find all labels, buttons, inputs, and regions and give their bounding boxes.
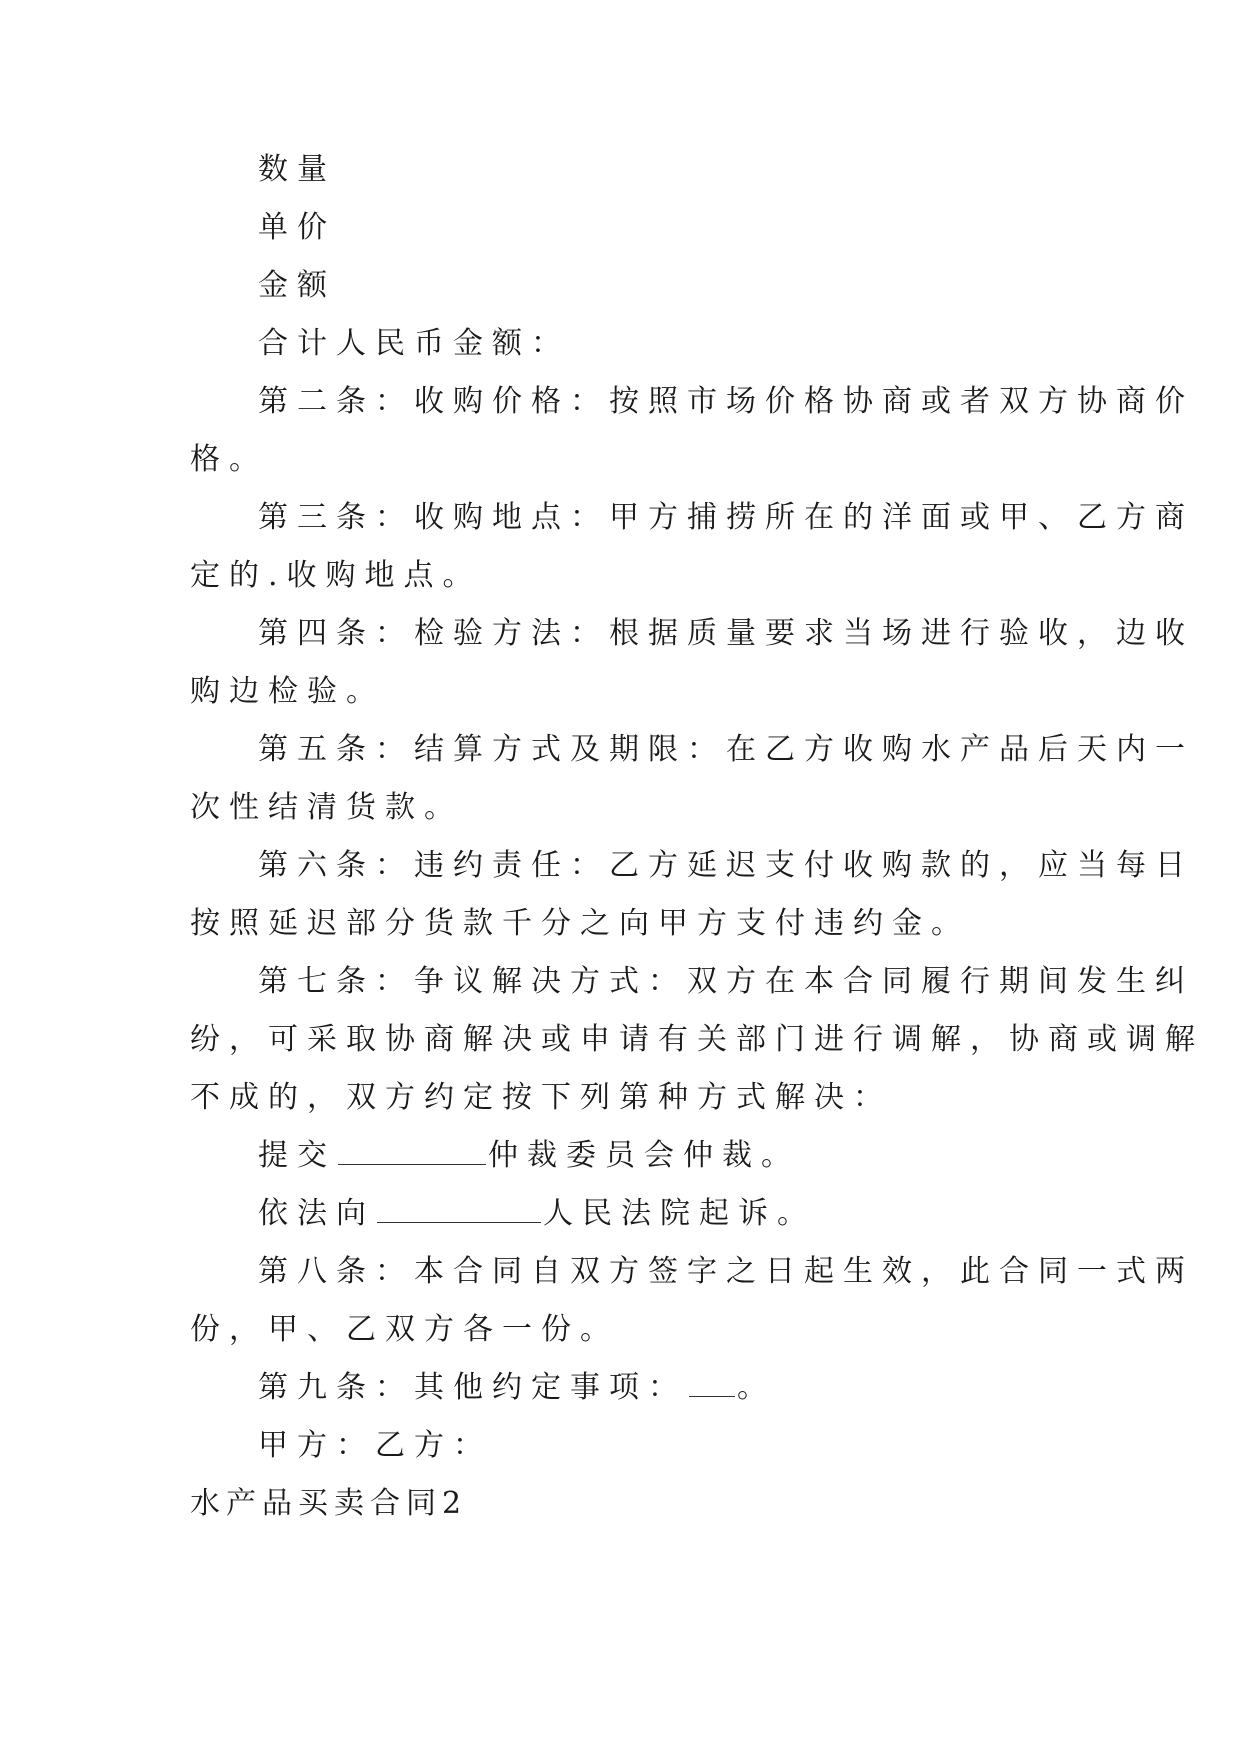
clause-7-line-1: 第七条：争议解决方式：双方在本合同履行期间发生纠 bbox=[258, 964, 1194, 999]
arbitration-prefix: 提交 bbox=[258, 1138, 336, 1173]
clause-6-line-2: 按照延迟部分货款千分之向甲方支付违约金。 bbox=[190, 906, 970, 941]
clause-5-line-1: 第五条：结算方式及期限：在乙方收购水产品后天内一 bbox=[258, 732, 1194, 767]
total-amount-line: 合计人民币金额： bbox=[258, 326, 570, 361]
clause-2-line-1: 第二条：收购价格：按照市场价格协商或者双方协商价 bbox=[258, 384, 1194, 419]
clause-4-line-1: 第四条：检验方法：根据质量要求当场进行验收，边收 bbox=[258, 616, 1194, 651]
lawsuit-blank[interactable] bbox=[377, 1196, 541, 1223]
signature-line: 甲方：乙方： bbox=[258, 1428, 492, 1463]
clause-7-line-3: 不成的，双方约定按下列第种方式解决： bbox=[190, 1080, 892, 1115]
clause-9-suffix: 。 bbox=[737, 1370, 776, 1405]
lawsuit-prefix: 依法向 bbox=[258, 1196, 375, 1231]
arbitration-blank[interactable] bbox=[338, 1138, 486, 1165]
item-amount: 金额 bbox=[258, 268, 336, 303]
clause-3-line-2: 定的.收购地点。 bbox=[190, 558, 482, 593]
arbitration-suffix: 仲裁委员会仲裁。 bbox=[488, 1138, 800, 1173]
clause-7-line-2: 纷，可采取协商解决或申请有关部门进行调解，协商或调解 bbox=[190, 1022, 1204, 1057]
clause-5-line-2: 次性结清货款。 bbox=[190, 790, 463, 825]
clause-6-line-1: 第六条：违约责任：乙方延迟支付收购款的，应当每日 bbox=[258, 848, 1194, 883]
clause-8-line-1: 第八条：本合同自双方签字之日起生效，此合同一式两 bbox=[258, 1254, 1194, 1289]
clause-8-line-2: 份，甲、乙双方各一份。 bbox=[190, 1312, 619, 1347]
clause-9-prefix: 第九条：其他约定事项： bbox=[258, 1370, 687, 1405]
clause-9-line bbox=[258, 1368, 776, 1408]
lawsuit-suffix: 人民法院起诉。 bbox=[543, 1196, 816, 1231]
item-quantity: 数量 bbox=[258, 152, 336, 187]
arbitration-line bbox=[258, 1136, 800, 1176]
item-unit-price: 单价 bbox=[258, 210, 336, 245]
clause-2-line-2: 格。 bbox=[190, 442, 268, 477]
next-contract-title: 水产品买卖合同2 bbox=[190, 1486, 468, 1521]
lawsuit-line bbox=[258, 1194, 816, 1234]
clause-4-line-2: 购边检验。 bbox=[190, 674, 385, 709]
clause-9-blank[interactable] bbox=[689, 1370, 735, 1397]
clause-3-line-1: 第三条：收购地点：甲方捕捞所在的洋面或甲、乙方商 bbox=[258, 500, 1194, 535]
